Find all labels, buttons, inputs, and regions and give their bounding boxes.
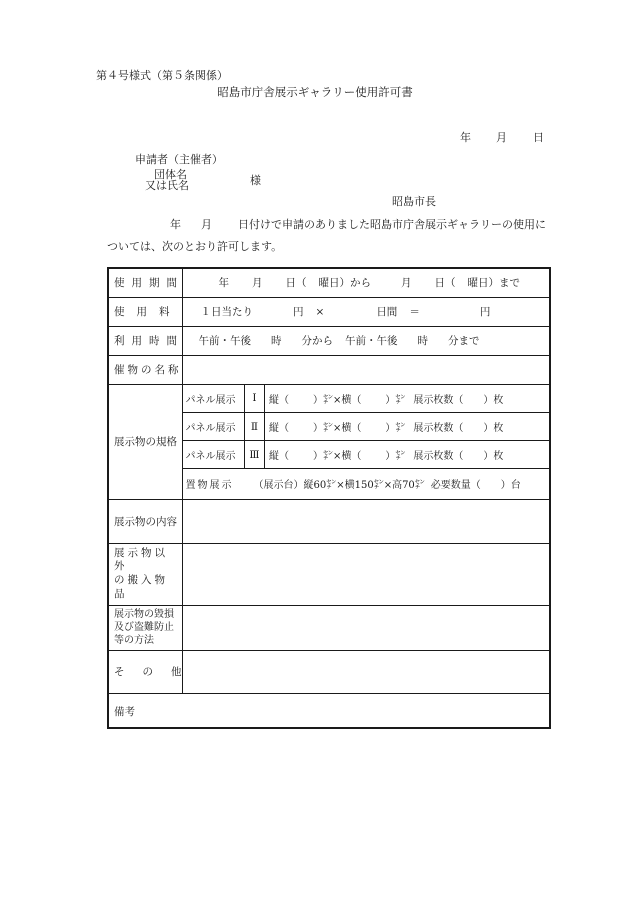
panel-num-3: Ⅲ [245, 441, 265, 469]
panel-row-1 [183, 385, 550, 413]
panel-name-1: パネル展示 [183, 385, 245, 413]
panel-height-2: 縦（ [269, 423, 289, 434]
other-items-label-1: 展示物以外 [114, 546, 168, 573]
panel-height-1: 縦（ [269, 394, 289, 406]
stand-cell [183, 469, 550, 499]
panel-num-1: Ⅰ [245, 385, 265, 413]
applicant-label: 申請者（主催者） [135, 153, 223, 166]
fee-yen-total: 円 [479, 306, 491, 318]
fee-per-day: １日当たり [200, 306, 253, 318]
exhibit-content-label: 展示物の内容 [108, 499, 182, 543]
other-row [108, 650, 550, 693]
fee-days: 日間 [376, 306, 398, 318]
issuer: 昭島市長 [392, 195, 436, 208]
panel-fields-3 [265, 441, 550, 469]
panel-row-2 [183, 413, 550, 441]
hours-until: 分まで [448, 335, 480, 347]
stand-desc: （展示台）縦60㌢×横150㌢×高70㌢ [253, 480, 425, 492]
stand-row [183, 469, 550, 499]
panel-row-3 [183, 441, 550, 469]
panel-count-3: 展示枚数（ [413, 451, 464, 462]
date-year: 年 [460, 131, 471, 144]
fee-label: 使用料 [108, 297, 182, 326]
panel-width-1: ）㌢×横（ [313, 394, 362, 406]
specs-label: 展示物の規格 [108, 384, 182, 499]
panel-height-3: 縦（ [269, 451, 289, 462]
panel-width-3: ）㌢×横（ [313, 451, 362, 462]
hours-ampm2: 午前・午後 [345, 335, 398, 347]
fee-row [108, 297, 550, 326]
panel-name-3: パネル展示 [183, 441, 245, 469]
other-items-label [108, 543, 182, 605]
panel-sheets-1: ）枚 [483, 394, 504, 406]
hours-hour2: 時 [417, 335, 428, 347]
period-month: 月 [252, 277, 263, 290]
stand-units: ）台 [500, 480, 521, 492]
other-items-row [108, 543, 550, 605]
panel-cm-3: ）㌢ [385, 451, 406, 462]
document-title: 昭島市庁舎展示ギャラリー使用許可書 [217, 85, 413, 99]
damage-prevention-label-2: 及び盗難防止 [114, 622, 174, 633]
panel-count-1: 展示枚数（ [413, 394, 464, 406]
panel-cm-1: ）㌢ [385, 394, 406, 406]
panel-fields-1 [265, 385, 550, 413]
body-line2-text: ついては、次のとおり許可します。 [107, 240, 283, 253]
remarks-label: 備考 [108, 693, 550, 728]
damage-prevention-value [182, 605, 550, 650]
hours-label: 利用時間 [108, 326, 182, 355]
panel-cm-2: ）㌢ [385, 423, 406, 434]
panel-sheets-2: ）枚 [483, 423, 504, 434]
hours-row [108, 326, 550, 355]
other-items-value [182, 543, 550, 605]
panel-width-2: ）㌢×横（ [313, 423, 362, 434]
hours-hour: 時 [271, 335, 282, 347]
period-row [108, 268, 550, 297]
event-name-row [108, 355, 550, 384]
remarks-row [108, 693, 550, 728]
honorific: 様 [250, 174, 261, 187]
other-items-label-2: の搬入物品 [114, 574, 168, 600]
specs-row [108, 384, 550, 499]
org-name-label: 団体名 [154, 168, 187, 181]
damage-prevention-label [108, 605, 182, 650]
body-year: 年 [170, 218, 181, 231]
period-day-open2: 日（ [434, 277, 456, 290]
hours-from: 分から [301, 335, 333, 347]
body-month: 月 [201, 218, 212, 231]
other-label: その他 [108, 650, 182, 693]
panel-num-2: Ⅱ [245, 413, 265, 441]
permit-table [107, 267, 551, 729]
event-name-label: 催物の名称 [108, 355, 182, 384]
form-number: 第４号様式（第５条関係） [96, 69, 228, 82]
fee-times: × [315, 305, 325, 318]
exhibit-content-value [182, 499, 550, 543]
fee-equals: ＝ [409, 306, 420, 318]
hours-value [182, 326, 550, 355]
specs-subtable [183, 385, 550, 499]
damage-prevention-row [108, 605, 550, 650]
panel-name-2: パネル展示 [183, 413, 245, 441]
event-name-value [182, 355, 550, 384]
period-month2: 月 [401, 277, 412, 290]
period-weekday-close: 曜日）から [318, 277, 371, 290]
panel-sheets-3: ）枚 [483, 451, 504, 462]
damage-prevention-label-3: 等の方法 [114, 635, 154, 646]
exhibit-content-row [108, 499, 550, 543]
damage-prevention-label-1: 展示物の毀損 [114, 609, 174, 620]
body-line1-text: 日付けで申請のありました昭島市庁舎展示ギャラリーの使用に [238, 218, 546, 231]
hours-ampm: 午前・午後 [198, 335, 251, 347]
person-name-label: 又は氏名 [145, 179, 189, 192]
panel-fields-2 [265, 413, 550, 441]
stand-qty: 必要数量（ [430, 480, 481, 492]
date-month: 月 [496, 131, 507, 144]
fee-value [182, 297, 550, 326]
period-year: 年 [218, 277, 229, 290]
panel-count-2: 展示枚数（ [413, 423, 464, 434]
date-day: 日 [533, 131, 544, 144]
period-label: 使用期間 [108, 268, 182, 297]
other-value [182, 650, 550, 693]
period-day-open: 日（ [285, 277, 307, 290]
period-value [182, 268, 550, 297]
specs-cell [182, 384, 550, 499]
stand-name: 置物展示 [185, 480, 234, 492]
period-weekday-close2: 曜日）まで [467, 277, 520, 290]
fee-yen: 円 [293, 306, 304, 318]
